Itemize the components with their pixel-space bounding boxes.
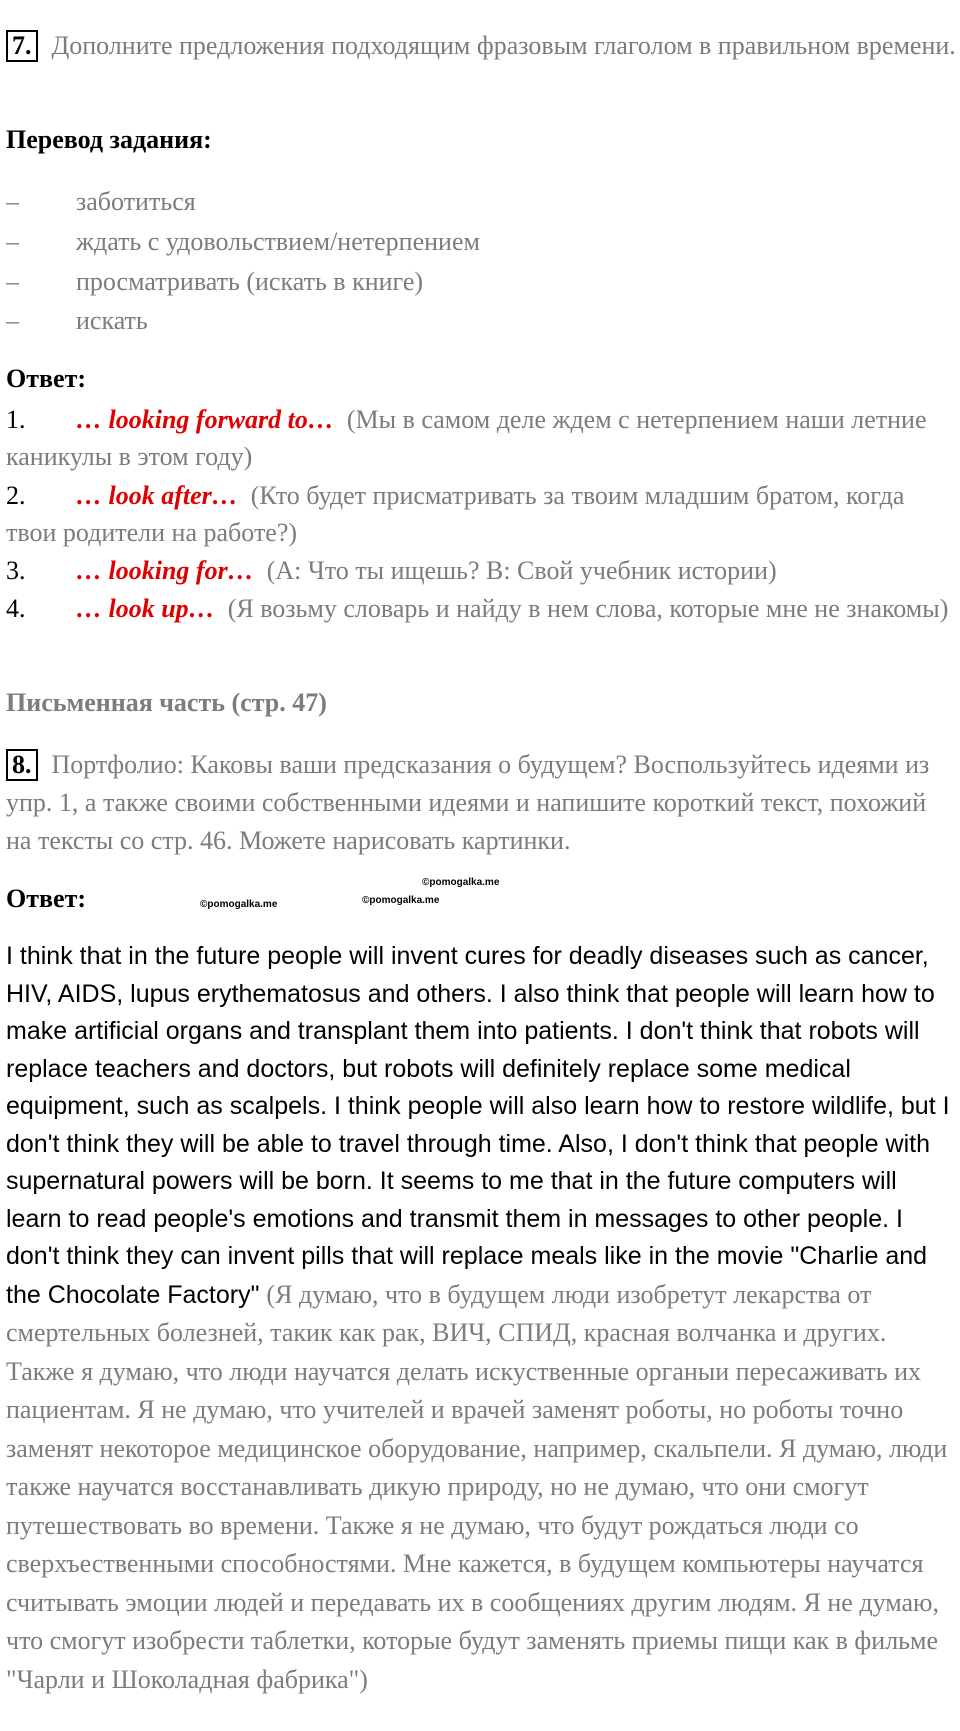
answer-phrase: … looking forward to… xyxy=(76,405,334,434)
task-number-badge: 8. xyxy=(6,749,38,781)
task-number-badge: 7. xyxy=(6,30,38,62)
answer-item xyxy=(6,552,951,589)
answer-item xyxy=(6,590,951,627)
translation-item xyxy=(6,184,196,220)
watermark: ©pomogalka.me xyxy=(422,877,500,888)
answer-heading: Ответ: xyxy=(6,364,87,393)
translation-item xyxy=(6,264,423,300)
answer-translation: (А: Что ты ищешь? В: Свой учебник истории) xyxy=(266,556,777,585)
watermark: ©pomogalka.me xyxy=(362,895,440,906)
translation-item xyxy=(6,303,148,339)
task-8-text: Портфолио: Каковы ваши предсказания о будущем? Воспользуйтесь идеями из упр. 1, а также своими собственными идеями и напишите короткий текст, похожий на тексты со стр. 46. Можете нарисовать картинки. xyxy=(6,750,930,855)
translation-item-text: ждать с удовольствием/нетерпением xyxy=(76,227,480,256)
answer-number: 2. xyxy=(6,481,26,510)
translation-heading: Перевод задания: xyxy=(6,125,212,154)
dash-marker: – xyxy=(6,187,19,216)
answer-number: 3. xyxy=(6,556,26,585)
answer-phrase: … looking for… xyxy=(76,556,254,585)
task-7-text: Дополните предложения подходящим фразовым глаголом в правильном времени. xyxy=(51,31,956,60)
essay-translation: (Я думаю, что в будущем люди изобретут лекарства от смертельных болезней, такик как рак, ВИЧ, СПИД, красная волчанка и других. Также я думаю, что люди научатся делать искуственные органыи пересаживать их пациентам. Я не думаю, что учителей и врачей заменят роботы, но роботы точно заменят некоторое медицинское оборудование, например, скальпели. Я думаю, люди также научатся восстанавливать дикую природу, но не думаю, что они смогут путешествовать во времени. Также я не думаю, что будут рождаться люди со сверхъественными способностями. Мне кажется, в будущем компьютеры научатся считывать эмоции людей и передавать их в сообщениях другим людям. Я не думаю, что смогут изобрести таблетки, которые будут заменять приемы пищи как в фильме "Чарли и Шоколадная фабрика") xyxy=(6,1279,948,1694)
translation-item xyxy=(6,224,480,260)
answer-phrase: … look after… xyxy=(76,481,238,510)
dash-marker: – xyxy=(6,306,19,335)
translation-item-text: просматривать (искать в книге) xyxy=(76,267,424,296)
answer-heading: Ответ: xyxy=(6,884,87,913)
essay-english: I think that in the future people will invent cures for deadly diseases such as cancer, HIV, AIDS, lupus erythematosus and others. I also think that people will learn how to make artificial organs and transplant them into patients. I don't think that robots will replace teachers and doctors, but robots will definitely replace some medical equipment, such as scalpels. I think people will also learn how to restore wildlife, but I don't think they will be able to travel through time. Also, I don't think that people with supernatural powers will be born. It seems to me that in the future computers will learn to read people's emotions and transmit them in messages to other people. I don't think they can invent pills that will replace meals like in the movie "Charlie and the Chocolate Factory" xyxy=(6,942,950,1309)
section-heading: Письменная часть (стр. 47) xyxy=(6,688,327,717)
task-7-instruction xyxy=(6,27,956,65)
answer-number: 1. xyxy=(6,405,26,434)
dash-marker: – xyxy=(6,227,19,256)
task-8-instruction xyxy=(6,746,956,860)
answer-item xyxy=(6,401,951,475)
dash-marker: – xyxy=(6,267,19,296)
answer-translation: (Мы в самом деле ждем с нетерпением наши летние каникулы в этом году) xyxy=(6,405,927,471)
answer-translation: (Кто будет присматривать за твоим младшим братом, когда твои родители на работе?) xyxy=(6,481,905,547)
translation-item-text: заботиться xyxy=(76,187,196,216)
watermark: ©pomogalka.me xyxy=(200,899,278,910)
translation-item-text: искать xyxy=(76,306,148,335)
answer-number: 4. xyxy=(6,594,26,623)
answer-translation: (Я возьму словарь и найду в нем слова, которые мне не знакомы) xyxy=(227,594,949,623)
essay-answer xyxy=(6,938,956,1699)
answer-item xyxy=(6,477,951,551)
answer-phrase: … look up… xyxy=(76,594,215,623)
